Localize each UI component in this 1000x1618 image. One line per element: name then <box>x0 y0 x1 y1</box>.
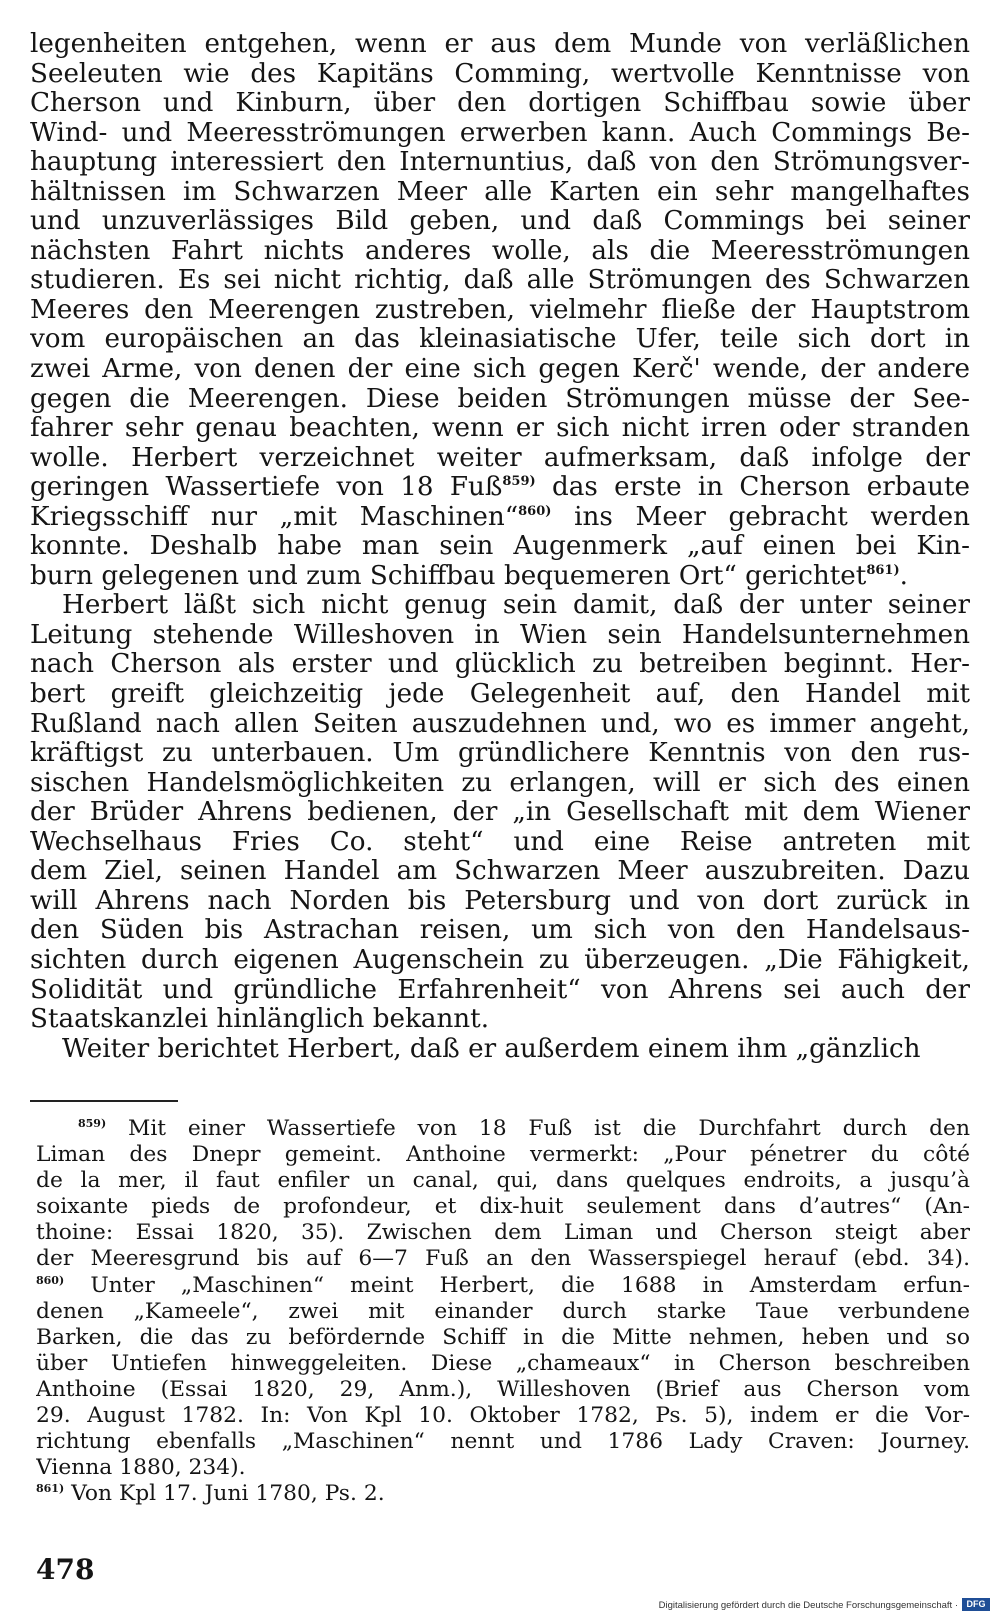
main-text <box>30 30 970 1064</box>
footnote-text: Von Kpl 17. Juni 1780, Ps. 2. <box>71 1481 385 1507</box>
text-line: vom europäischen an das kleinasiatische Ufer, teile sich dort in <box>30 325 970 355</box>
footnote-line: denen „Kameele“, zwei mit einander durch starke Taue verbundene <box>36 1298 970 1324</box>
footnote-line: Vienna 1880, 234). <box>36 1455 246 1481</box>
text-segment: . <box>899 561 908 591</box>
text-line: Leitung stehende Willeshoven in Wien sein Handelsunternehmen <box>30 620 970 650</box>
footnote-marker: 859) <box>78 1117 107 1130</box>
text-line: Rußland nach allen Seiten auszudehnen und, wo es immer angeht, <box>30 709 970 739</box>
text-line: sichten durch eigenen Augenschein zu überzeugen. „Die Fähigkeit, <box>30 945 970 975</box>
footnote-separator <box>30 1100 178 1102</box>
text-line: Wind- und Meeresströmungen erwerben kann. Auch Commings Be- <box>30 118 970 148</box>
text-line: wolle. Herbert verzeichnet weiter aufmerksam, daß infolge der <box>30 443 970 473</box>
footnote-line: 29. August 1782. In: Von Kpl 10. Oktober 1782, Ps. 5), indem er die Vor- <box>36 1403 970 1429</box>
text-line: der Brüder Ahrens bedienen, der „in Gesellschaft mit dem Wiener <box>30 798 970 828</box>
text-line: sischen Handelsmöglichkeiten zu erlangen, will er sich des einen <box>30 768 970 798</box>
text-line: fahrer sehr genau beachten, wenn er sich nicht irren oder stranden <box>30 414 970 444</box>
text-line: kräftigst zu unterbauen. Um gründlichere Kenntnis von den rus- <box>30 739 970 769</box>
text-line: hauptung interessiert den Internuntius, daß von den Strömungsver- <box>30 148 970 178</box>
text-line: konnte. Deshalb habe man sein Augenmerk „auf einen bei Kin- <box>30 532 970 562</box>
footnote-860 <box>36 1273 970 1299</box>
text-line: will Ahrens nach Norden bis Petersburg und von dort zurück in <box>30 886 970 916</box>
text-line-with-footnote-ref <box>30 503 970 533</box>
text-line: hältnissen im Schwarzen Meer alle Karten ein sehr mangelhaftes <box>30 177 970 207</box>
footnote-line: Anthoine (Essai 1820, 29, Anm.), Willeshoven (Brief aus Cherson vom <box>36 1376 970 1402</box>
footnote-line: soixante pieds de profondeur, et dix-huit seulement dans d’autres“ (An- <box>36 1194 970 1220</box>
footnote-line: Barken, die das zu befördernde Schiff in die Mitte nehmen, heben und so <box>36 1324 970 1350</box>
text-line: bert greift gleichzeitig jede Gelegenheit auf, den Handel mit <box>30 680 970 710</box>
footnote-861 <box>36 1481 970 1507</box>
footnote-line: de la mer, il faut enfiler un canal, qui, dans quelques endroits, a jusqu’à <box>36 1168 970 1194</box>
text-segment: geringen Wassertiefe von 18 Fuß <box>30 473 503 503</box>
paragraph-start-line: Herbert läßt sich nicht genug sein damit, daß der unter seiner <box>62 591 970 621</box>
footnote-ref-859: 859) <box>502 474 536 490</box>
footnote-ref-860: 860) <box>518 503 552 519</box>
text-line: nach Cherson als erster und glücklich zu betreiben beginnt. Her- <box>30 650 970 680</box>
text-line: legenheiten entgehen, wenn er aus dem Munde von verläßlichen <box>30 30 970 59</box>
text-line: zwei Arme, von denen der eine sich gegen Kerč' wende, der andere <box>30 355 970 385</box>
text-line: Solidität und gründliche Erfahrenheit“ von Ahrens sei auch der <box>30 975 970 1005</box>
footnote-line: richtung ebenfalls „Maschinen“ nennt und 1786 Lady Craven: Journey. <box>36 1429 970 1455</box>
footnote-859 <box>36 1116 970 1142</box>
text-segment: ins Meer gebracht werden <box>574 502 970 532</box>
text-line: und unzuverlässiges Bild geben, und daß Commings bei seiner <box>30 207 970 237</box>
dfg-logo: DFG <box>962 1598 990 1611</box>
text-line: den Süden bis Astrachan reisen, um sich von den Handelsaus- <box>30 916 970 946</box>
text-line: Seeleuten wie des Kapitäns Comming, wertvolle Kenntnisse von <box>30 59 970 89</box>
text-line: gegen die Meerengen. Diese beiden Strömungen müsse der See- <box>30 384 970 414</box>
text-line: studieren. Es sei nicht richtig, daß alle Strömungen des Schwarzen <box>30 266 970 296</box>
footnote-line: über Untiefen hinweggeleiten. Diese „chameaux“ in Cherson beschreiben <box>36 1350 970 1376</box>
page-number: 478 <box>36 1553 95 1586</box>
footnote-text: Mit einer Wassertiefe von 18 Fuß ist die Durchfahrt durch den <box>128 1116 970 1141</box>
text-line: Cherson und Kinburn, über den dortigen Schiffbau sowie über <box>30 89 970 119</box>
paragraph-start-line: Weiter berichtet Herbert, daß er außerdem einem ihm „gänzlich <box>62 1034 921 1064</box>
text-segment: das erste in Cherson erbaute <box>551 473 970 503</box>
digitization-credit: Digitalisierung gefördert durch die Deutsche Forschungsgemeinschaft · <box>658 1600 958 1611</box>
text-line: Wechselhaus Fries Co. steht“ und eine Reise antreten mit <box>30 827 970 857</box>
footnote-marker: 860) <box>36 1273 65 1287</box>
text-line-with-footnote-ref <box>30 562 970 592</box>
footnotes <box>36 1116 970 1507</box>
footnote-text: Unter „Maschinen“ meint Herbert, die 1688 in Amsterdam erfun- <box>90 1272 970 1298</box>
text-line-with-footnote-ref <box>30 473 970 503</box>
footnote-marker: 861) <box>36 1482 65 1496</box>
footnote-ref-861: 861) <box>866 562 900 578</box>
text-segment: Kriegsschiff nur „mit Maschinen“ <box>30 502 519 532</box>
footnote-line: Liman des Dnepr gemeint. Anthoine vermerkt: „Pour pénetrer du côté <box>36 1142 970 1168</box>
text-line: Staatskanzlei hinlänglich bekannt. <box>30 1005 490 1035</box>
text-line: Meeres den Meerengen zustreben, vielmehr fließe der Hauptstrom <box>30 295 970 325</box>
footnote-line: der Meeresgrund bis auf 6—7 Fuß an den Wasserspiegel herauf (ebd. 34). <box>36 1246 970 1272</box>
text-line: nächsten Fahrt nichts anderes wolle, als die Meeresströmungen <box>30 236 970 266</box>
footnote-line: thoine: Essai 1820, 35). Zwischen dem Liman und Cherson steigt aber <box>36 1220 970 1246</box>
text-segment: burn gelegenen und zum Schiffbau bequemeren Ort“ gerichtet <box>30 561 867 591</box>
text-line: dem Ziel, seinen Handel am Schwarzen Meer auszubreiten. Dazu <box>30 857 970 887</box>
